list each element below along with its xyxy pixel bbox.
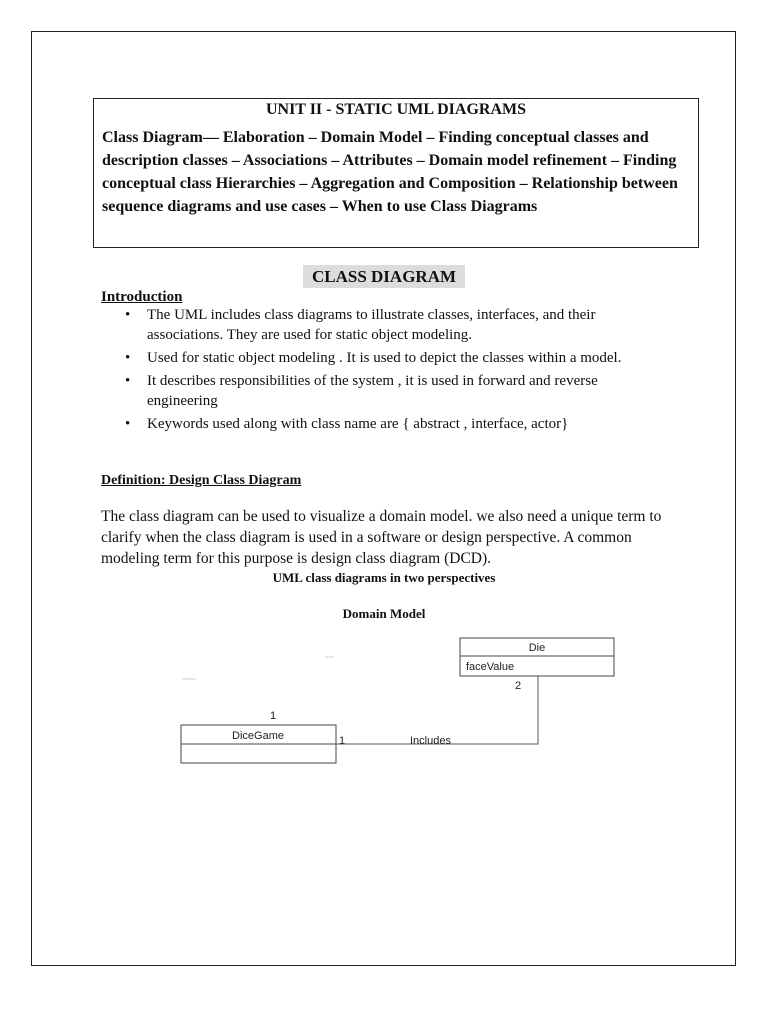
bullet-icon: •	[125, 350, 131, 366]
dicegame-class-name: DiceGame	[232, 730, 284, 742]
introduction-list	[101, 305, 671, 437]
definition-paragraph: The class diagram can be used to visualize a domain model. we also need a unique term to clarify when the class diagram is used in a software or design perspective. A common modeling term for this purpose is design class diagram (DCD).	[101, 508, 662, 567]
introduction-heading: Introduction	[101, 289, 183, 305]
die-class-box	[460, 638, 614, 676]
multiplicity-die: 2	[515, 680, 522, 692]
bullet-icon: •	[125, 307, 131, 323]
association-line	[336, 676, 538, 744]
uml-domain-model-diagram	[170, 630, 630, 775]
unit-title: UNIT II - STATIC UML DIAGRAMS	[265, 101, 527, 118]
multiplicity-dicegame: 1	[339, 735, 346, 747]
list-item: • The UML includes class diagrams to illustrate classes, interfaces, and their associations. They are used for static object modeling.	[125, 307, 596, 343]
section-heading: CLASS DIAGRAM	[303, 265, 465, 288]
figure-caption: UML class diagrams in two perspectives	[272, 570, 496, 585]
bullet-icon: •	[125, 416, 131, 432]
multiplicity-top: 1	[270, 710, 277, 722]
list-item: • It describes responsibilities of the system , it is used in forward and reverse engineering	[125, 373, 598, 409]
definition-heading: Definition: Design Class Diagram	[101, 473, 302, 488]
die-class-attribute: faceValue	[466, 661, 515, 673]
list-item: • Used for static object modeling . It is used to depict the classes within a model.	[125, 350, 622, 366]
die-class-name: Die	[528, 642, 546, 654]
unit-topics: Class Diagram— Elaboration – Domain Model – Finding conceptual classes and description classes – Associations – Attributes – Domain model refinement – Finding conceptual class Hierarchies – Aggregation and Composition – Relationship between sequence diagrams and use cases – When to use Class Diagrams	[102, 129, 678, 215]
bullet-icon: •	[125, 373, 131, 389]
dicegame-class-box	[181, 725, 336, 763]
figure-subcaption: Domain Model	[342, 606, 426, 621]
unit-summary-box	[93, 98, 699, 248]
association-label: Includes	[410, 735, 451, 747]
list-item: • Keywords used along with class name are { abstract , interface, actor}	[125, 416, 569, 432]
